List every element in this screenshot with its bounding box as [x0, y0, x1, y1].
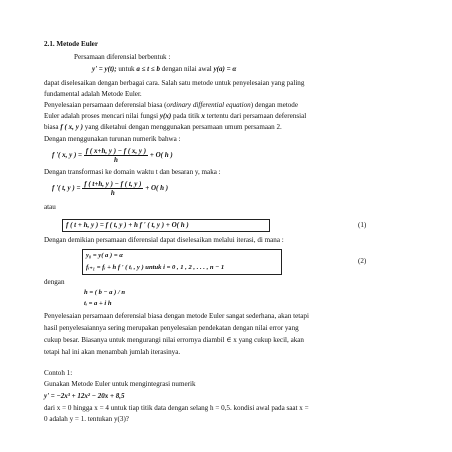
paragraph-5: Dengan transformasi ke domain waktu t dan besaran y, maka :: [44, 168, 221, 176]
paragraph-6: Dengan demikian persamaan diferensial dapat diselesaikan melalui iterasi, di mana :: [44, 236, 284, 244]
ode-equation: y' = y(t);: [92, 65, 117, 73]
text-run-italic: ordinary differential equation: [166, 101, 251, 109]
equation-fraction: [82, 180, 143, 197]
fraction-denominator: h: [114, 156, 118, 164]
example-line-1: Gunakan Metode Euler untuk mengintegrasi numerik: [44, 380, 196, 388]
example-heading: Contoh 1:: [44, 369, 73, 377]
paragraph-3-line-1: [44, 101, 298, 110]
ode-init-text: dengan nilai awal: [161, 65, 212, 73]
word-atau: atau: [44, 203, 56, 211]
equation-tail: + O( h ): [149, 151, 173, 160]
text-run: ) dengan metode: [250, 101, 298, 109]
paragraph-7-line-3: cukup besar. Biasanya untuk mengurangi nilai errornya diambil ∈ x yang cukup kecil, akan: [44, 336, 304, 344]
fraction-denominator: h: [110, 189, 115, 197]
text-run: tertentu dari persamaan deferensial: [204, 112, 307, 120]
word-dengan: dengan: [44, 278, 65, 286]
equation-tail: + O( h ): [145, 184, 169, 193]
ode-line: [92, 65, 236, 74]
paragraph-7-line-1: Penyelesaian persamaan deferensial biasa dengan metode Euler sangat sederhana, akan tetapi: [44, 312, 309, 320]
text-run-math: x: [201, 112, 205, 120]
paragraph-4: Dengan menggunakan turunan numerik bahwa :: [44, 135, 181, 143]
equation-iteration: fᵢ₊₁ = fᵢ + h f ' ( tᵢ , y ) untuk i = 0 , 1 , 2 , . . . , n − 1: [86, 264, 225, 271]
fraction-numerator: f ( t+h, y ) − f ( t, y ): [84, 180, 142, 188]
text-run: Penyelesaian persamaan deferensial biasa (: [44, 101, 167, 109]
text-run: biasa: [44, 123, 61, 131]
paragraph-2-line-2: fundamental adalah Metode Euler.: [44, 90, 142, 98]
equation-box-1: [62, 219, 270, 232]
equation-box-2: [82, 249, 282, 275]
equation-number-1: (1): [358, 221, 367, 229]
paragraph-intro: Persamaan diferensial berbentuk :: [74, 53, 171, 61]
equation-derivative-x: [52, 147, 173, 164]
paragraph-2-line-1: dapat diselesaikan dengan berbagai cara. Salah satu metode untuk penyelesaian yang paling: [44, 79, 305, 87]
paragraph-3-line-3: [44, 123, 282, 132]
section-heading: 2.1. Metode Euler: [44, 40, 98, 48]
paragraph-7-line-4: tetapi hal ini akan menambah jumlah iterasinya.: [44, 348, 181, 356]
equation-lhs: f '( x, y ) =: [52, 151, 83, 160]
equation-number-2: (2): [358, 257, 367, 265]
equation-derivative-t: [52, 180, 168, 197]
fraction-numerator: f ( x+h, y ) − f ( x, y ): [85, 147, 147, 155]
text-run: yang diketahui dengan menggunakan persamaan umum persamaan 2.: [83, 123, 282, 131]
text-run: Euler adalah proses mencari nilai fungsi: [44, 112, 160, 120]
paragraph-3-line-2: [44, 112, 306, 121]
text-run-math: y(x): [159, 112, 172, 120]
ode-for: untuk: [118, 65, 135, 73]
equation-fraction: [84, 147, 148, 164]
example-line-3: 0 adalah y = 1. tentukan y(3)?: [44, 415, 129, 423]
ode-init: y(a) = α: [213, 65, 237, 73]
text-run-math: f ( x, y ): [60, 123, 84, 131]
example-line-2: dari x = 0 hingga x = 4 untuk tiap titik data dengan selang h = 0,5. kondisi awal pada saat x =: [44, 404, 309, 412]
paragraph-7-line-2: hasil penyelesaiannya sering merupakan penyelesaian pendekatan dengan nilai error yang: [44, 324, 299, 332]
equation-step-size: h = ( b − a ) / n: [84, 289, 126, 296]
equation-time-node: tᵢ = a + i h: [84, 300, 112, 307]
equation-initial-condition: y₀ = y( a ) = α: [86, 252, 123, 259]
example-equation: y' = −2x³ + 12x² − 20x + 8,5: [44, 392, 125, 400]
text-run: pada titik: [171, 112, 202, 120]
equation-euler-step: f ( t + h, y ) = f ( t, y ) + h f ' ( t, y ) + O( h ): [66, 221, 189, 229]
ode-range: a ≤ t ≤ b: [136, 65, 160, 73]
equation-lhs: f '( t, y ) =: [52, 184, 81, 193]
